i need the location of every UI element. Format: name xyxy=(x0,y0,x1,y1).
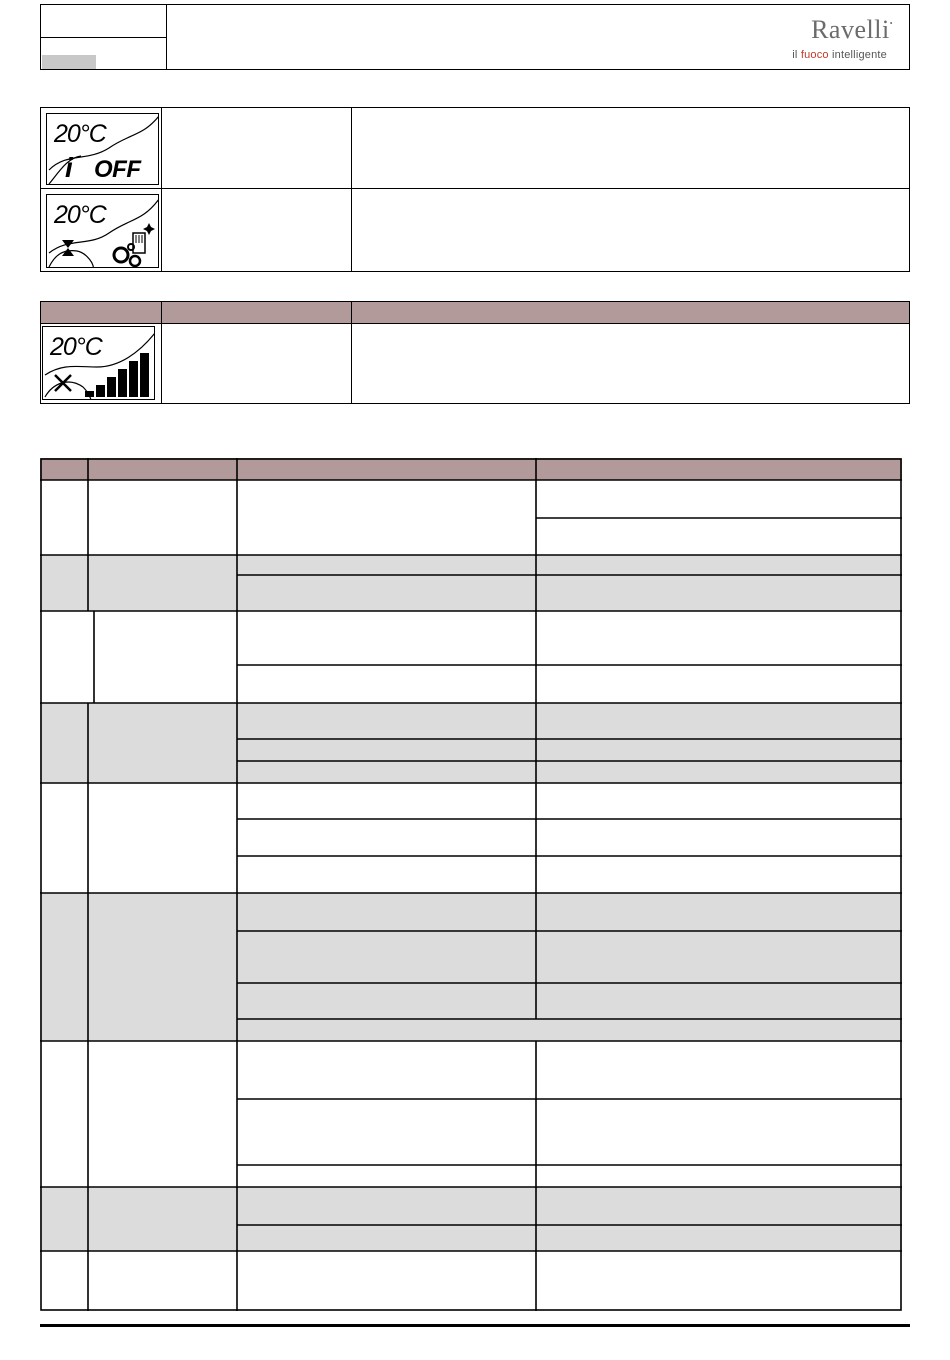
icon-table-2 xyxy=(40,301,910,404)
info-icon: i xyxy=(65,152,73,183)
brand-name: Ravelli xyxy=(811,15,890,44)
icon-table-1 xyxy=(40,107,910,272)
lcd-temperature: 20°C xyxy=(50,333,102,361)
header-left-divider xyxy=(41,37,166,38)
col-divider xyxy=(351,108,352,271)
off-state-label: OFF xyxy=(94,156,141,183)
row-divider xyxy=(41,323,909,324)
lcd-temperature: 20°C xyxy=(54,201,106,229)
tagline-prefix: il xyxy=(792,49,798,61)
row-divider xyxy=(41,188,909,189)
table-header-band xyxy=(41,302,909,323)
cleaning-gears-icon xyxy=(109,223,157,267)
lcd-temperature: 20°C xyxy=(54,120,106,148)
tagline-suffix: intelligente xyxy=(832,49,887,61)
brand-tagline xyxy=(792,49,887,61)
document-header xyxy=(40,4,910,70)
parameters-table xyxy=(40,458,902,1311)
lcd-power-levels-icon xyxy=(42,326,155,400)
tools-icon xyxy=(53,373,73,393)
table-grid-lines xyxy=(40,458,902,1311)
col-divider xyxy=(161,302,162,403)
logo-dot-icon: • xyxy=(889,19,893,28)
footer-rule xyxy=(40,1324,910,1327)
tagline-accent: fuoco xyxy=(800,49,829,61)
brand-logo xyxy=(811,15,893,45)
header-grey-tab xyxy=(42,55,96,69)
header-divider xyxy=(166,5,167,69)
lcd-info-off-icon xyxy=(46,113,159,185)
col-divider xyxy=(351,302,352,403)
hourglass-icon xyxy=(61,239,75,257)
lcd-timer-clean-icon xyxy=(46,194,159,268)
power-level-bars-icon xyxy=(83,347,153,399)
col-divider xyxy=(161,108,162,271)
